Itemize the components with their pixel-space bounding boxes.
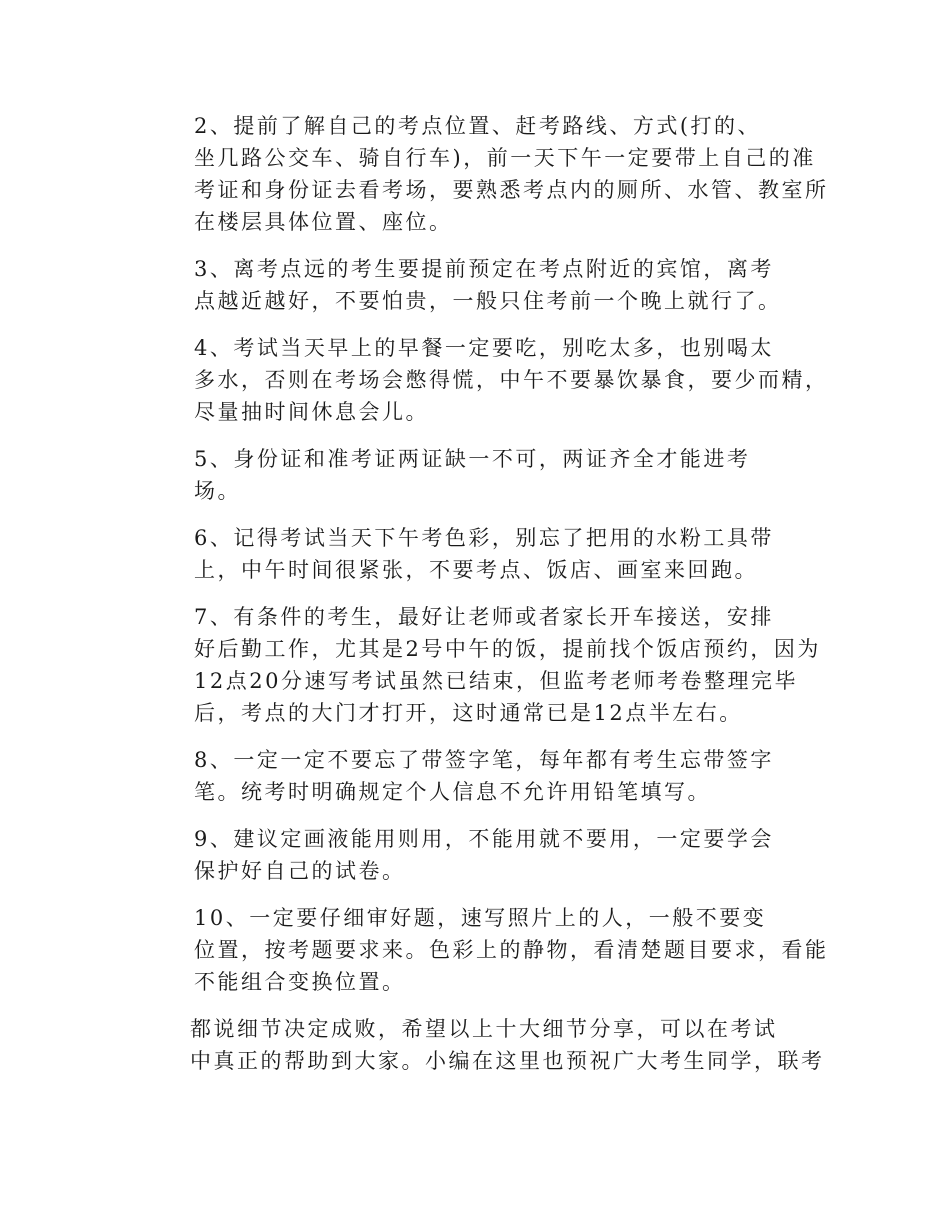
text-line: 4、考试当天早上的早餐一定要吃，别吃太多，也别喝太 <box>194 336 774 360</box>
text-line: 位置，按考题要求来。色彩上的静物，看清楚题目要求，看能 <box>194 938 829 962</box>
text-line: 点越近越好，不要怕贵，一般只住考前一个晚上就行了。 <box>194 289 782 313</box>
text-line: 都说细节决定成败，希望以上十大细节分享，可以在考试 <box>190 1017 778 1041</box>
tip-paragraph-6 <box>142 522 810 586</box>
tip-paragraph-9 <box>142 823 810 887</box>
tip-paragraph-8 <box>142 744 810 808</box>
tip-paragraph-10 <box>142 902 829 998</box>
tip-paragraph-4 <box>142 332 829 428</box>
text-line: 后，考点的大门才打开，这时通常已是12点半左右。 <box>194 701 743 725</box>
text-line: 在楼层具体位置、座位。 <box>194 210 453 234</box>
text-line: 考证和身份证去看考场，要熟悉考点内的厕所、水管、教室所 <box>194 178 829 202</box>
tip-paragraph-2 <box>142 110 829 238</box>
text-line: 坐几路公交车、骑自行车)，前一天下午一定要带上自己的准 <box>194 146 816 170</box>
text-line: 保护好自己的试卷。 <box>194 859 406 883</box>
tip-paragraph-7 <box>142 601 821 729</box>
document-page <box>142 110 829 1092</box>
text-line: 9、建议定画液能用则用，不能用就不要用，一定要学会 <box>194 827 774 851</box>
text-line: 笔。统考时明确规定个人信息不允许用铅笔填写。 <box>194 780 711 804</box>
text-line: 上，中午时间很紧张，不要考点、饭店、画室来回跑。 <box>194 558 758 582</box>
tip-paragraph-3 <box>142 253 810 317</box>
text-line: 8、一定一定不要忘了带签字笔，每年都有考生忘带签字 <box>194 748 774 772</box>
text-line: 10、一定要仔细审好题，速写照片上的人，一般不要变 <box>194 906 767 930</box>
text-line: 2、提前了解自己的考点位置、赶考路线、方式(打的、 <box>194 114 762 138</box>
text-line: 5、身份证和准考证两证缺一不可，两证齐全才能进考 <box>194 447 751 471</box>
tip-paragraph-5 <box>142 443 810 507</box>
text-line: 多水，否则在考场会憋得慌，中午不要暴饮暴食，要少而精， <box>194 368 829 392</box>
text-line: 不能组合变换位置。 <box>194 970 406 994</box>
text-line: 中真正的帮助到大家。小编在这里也预祝广大考生同学，联考 <box>190 1049 825 1073</box>
text-line: 12点20分速写考试虽然已结束，但监考老师考卷整理完毕 <box>194 669 798 693</box>
text-line: 好后勤工作，尤其是2号中午的饭，提前找个饭店预约，因为 <box>194 637 821 661</box>
text-line: 7、有条件的考生，最好让老师或者家长开车接送，安排 <box>194 605 774 629</box>
text-line: 3、离考点远的考生要提前预定在考点附近的宾馆，离考 <box>194 257 774 281</box>
text-line: 尽量抽时间休息会儿。 <box>194 400 429 424</box>
text-line: 6、记得考试当天下午考色彩，别忘了把用的水粉工具带 <box>194 526 774 550</box>
text-line: 场。 <box>194 479 241 503</box>
closing-paragraph <box>142 1013 825 1077</box>
